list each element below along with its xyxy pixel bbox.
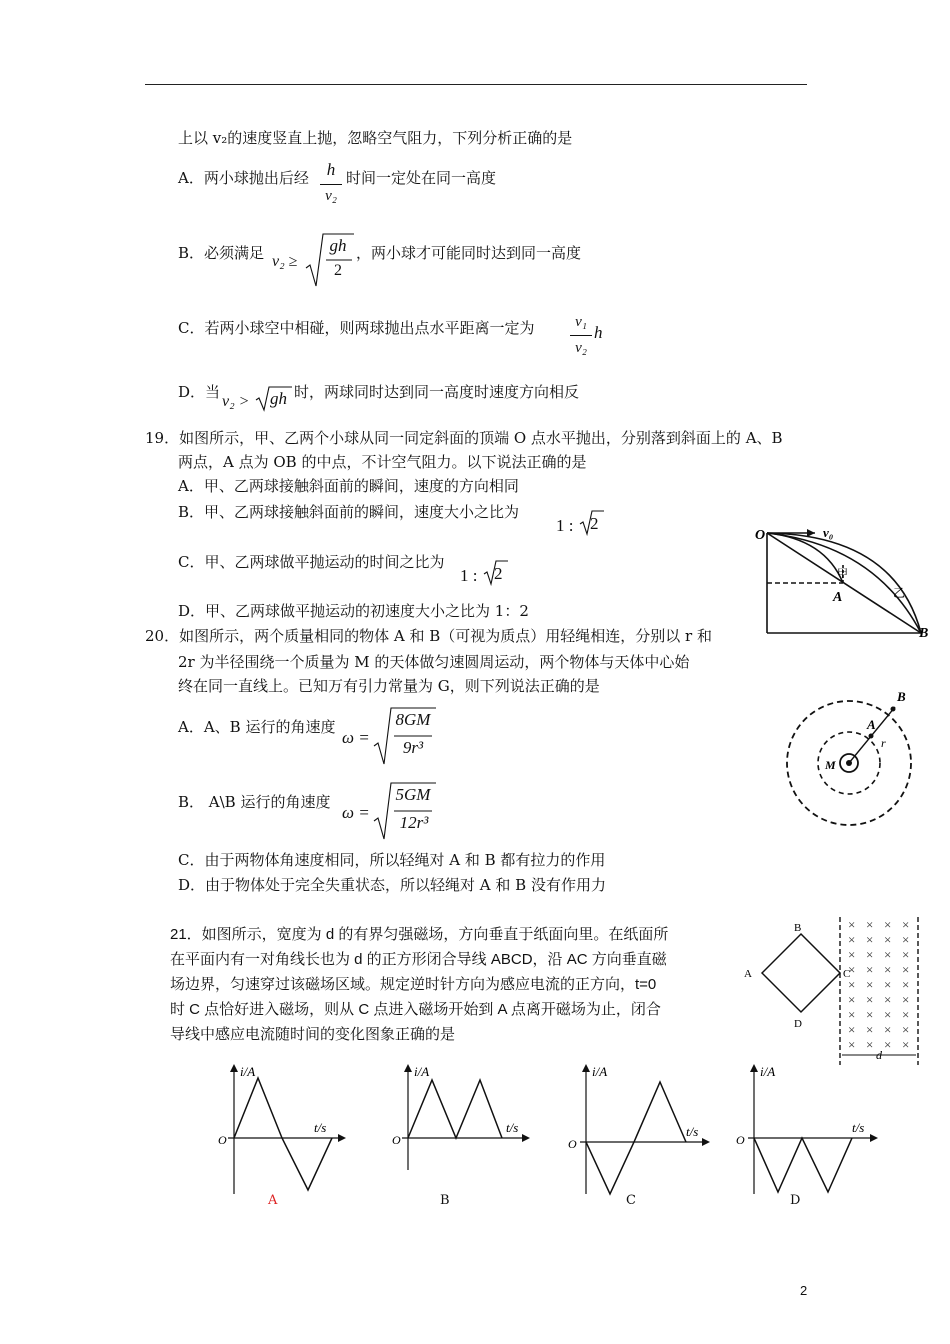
q20-option-b-numerator: 5GM — [395, 785, 431, 804]
field-cross-mark: × — [884, 947, 892, 962]
field-cross-mark: × — [848, 1022, 856, 1037]
q18-option-d-lhs: v₂ > — [222, 393, 250, 410]
q21-graph-c-xlabel: t/s — [686, 1124, 699, 1139]
field-cross-mark: × — [848, 977, 856, 992]
field-cross-mark: × — [848, 992, 856, 1007]
field-cross-mark: × — [902, 992, 910, 1007]
q21-magnetic-field-figure — [742, 915, 942, 1075]
field-cross-mark: × — [866, 962, 874, 977]
field-cross-mark: × — [848, 1007, 856, 1022]
q21-fig-label-c: C — [843, 968, 851, 980]
q21-graph-a-caption: A — [268, 1193, 278, 1208]
field-cross-mark: × — [884, 1022, 892, 1037]
field-cross-mark: × — [848, 962, 856, 977]
q18-option-c-prefix: C．若两小球空中相碰，则两球抛出点水平距离一定为 — [178, 319, 535, 337]
q21-graph-b-origin: O — [392, 1133, 401, 1147]
q20-fig-label-a: A — [867, 717, 876, 732]
q19-option-d: D．甲、乙两球做平抛运动的初速度大小之比为 1：2 — [178, 602, 529, 620]
field-cross-mark: × — [902, 947, 910, 962]
q20-stem-line2: 2r 为半径围绕一个质量为 M 的天体做匀速圆周运动，两个物体与天体中心始 — [178, 653, 690, 671]
q18-stem-continued: 上以 v₂的速度竖直上抛，忽略空气阻力，下列分析正确的是 — [178, 129, 573, 147]
q19-fig-label-o: O — [755, 528, 766, 543]
q21-graph-b — [384, 1060, 534, 1200]
q20-option-a-numerator: 8GM — [395, 710, 431, 729]
q21-graph-a-xlabel: t/s — [314, 1120, 327, 1135]
q18-option-b-lhs: v₂ ≥ — [272, 253, 298, 270]
q19-option-a: A．甲、乙两球接触斜面前的瞬间，速度的方向相同 — [178, 477, 519, 495]
q21-stem-line2: 在平面内有一对角线长也为 d 的正方形闭合导线 ABCD，沿 AC 方向垂直磁 — [170, 951, 667, 968]
q21-graph-c-caption: C — [626, 1193, 636, 1208]
q19-fig-label-yi: 乙 — [893, 586, 906, 600]
field-cross-mark: × — [902, 977, 910, 992]
q18-option-b-suffix: ，两小球才可能同时达到同一高度 — [356, 244, 582, 262]
q20-stem-line1: 20．如图所示，两个质量相同的物体 A 和 B（可视为质点）用轻绳相连，分别以 r 和 — [145, 627, 712, 645]
q21-graph-b-ylabel: i/A — [414, 1064, 430, 1079]
q21-field-crosses — [848, 917, 909, 1052]
field-cross-mark: × — [902, 932, 910, 947]
field-cross-mark: × — [902, 1037, 910, 1052]
q18-option-a-prefix: A．两小球抛出后经 — [178, 169, 309, 187]
page-number: 2 — [800, 1283, 808, 1298]
q18-option-a-fraction-bar — [320, 184, 342, 185]
q20-option-a-lhs: ω = — [342, 728, 370, 747]
field-cross-mark: × — [884, 977, 892, 992]
q21-stem-line4: 时 C 点恰好进入磁场，则从 C 点进入磁场开始到 A 点离开磁场为止，闭合 — [170, 1001, 661, 1018]
q21-stem-line1: 21．如图所示，宽度为 d 的有界匀强磁场，方向垂直于纸面向里。在纸面所 — [170, 926, 669, 943]
field-cross-mark: × — [866, 932, 874, 947]
q21-graph-d-origin: O — [736, 1133, 745, 1147]
q18-option-b-prefix: B．必须满足 — [178, 244, 265, 262]
q20-option-b-denominator: 12r³ — [399, 813, 429, 832]
field-cross-mark: × — [884, 962, 892, 977]
q21-graph-d-xlabel: t/s — [852, 1120, 865, 1135]
q19-option-c-ratio: 1 : — [460, 566, 478, 585]
q21-graph-d-ylabel: i/A — [760, 1064, 776, 1079]
field-cross-mark: × — [866, 1037, 874, 1052]
field-cross-mark: × — [902, 917, 910, 932]
q18-option-c-denominator: v₂ — [575, 340, 587, 356]
field-cross-mark: × — [902, 1022, 910, 1037]
q20-option-b-lhs: ω = — [342, 803, 370, 822]
field-cross-mark: × — [884, 1037, 892, 1052]
q21-graph-c-ylabel: i/A — [592, 1064, 608, 1079]
q20-option-b-prefix: B． A\B 运行的角速度 — [178, 793, 331, 811]
q18-option-c-fraction-bar — [570, 335, 592, 336]
q20-fig-label-m: M — [825, 758, 836, 772]
q20-option-a-denominator: 9r³ — [402, 738, 424, 757]
field-cross-mark: × — [884, 1007, 892, 1022]
q18-option-d-radicand: gh — [270, 389, 287, 408]
q18-option-b-denominator: 2 — [334, 262, 342, 279]
q18-option-d-prefix: D．当 — [178, 383, 221, 401]
q20-fig-label-b: B — [897, 689, 906, 704]
q19-fig-label-a: A — [833, 590, 843, 605]
q20-option-d: D．由于物体处于完全失重状态，所以轻绳对 A 和 B 没有作用力 — [178, 876, 606, 894]
q19-option-b-radicand: 2 — [590, 514, 599, 533]
field-cross-mark: × — [866, 1007, 874, 1022]
q21-fig-label-a: A — [744, 968, 752, 980]
field-cross-mark: × — [866, 992, 874, 1007]
q19-fig-label-jia: 甲 — [837, 568, 848, 580]
q18-option-c-numerator: v₁ — [575, 314, 587, 330]
q21-fig-label-width: d — [876, 1048, 882, 1062]
q21-stem-line5: 导线中感应电流随时间的变化图象正确的是 — [170, 1026, 456, 1043]
q19-option-c-radicand: 2 — [494, 564, 503, 583]
field-cross-mark: × — [866, 977, 874, 992]
field-cross-mark: × — [902, 962, 910, 977]
q21-graph-c — [564, 1060, 714, 1200]
q19-stem-line1: 19．如图所示，甲、乙两个小球从同一同定斜面的顶端 O 点水平抛出，分别落到斜面上的 A、B — [145, 429, 783, 447]
q18-option-b-numerator: gh — [329, 236, 347, 255]
q21-graph-a — [210, 1060, 350, 1200]
q21-graph-b-caption: B — [440, 1193, 450, 1208]
q21-fig-label-d: D — [794, 1018, 802, 1030]
q21-fig-label-b: B — [794, 922, 802, 934]
field-cross-mark: × — [884, 932, 892, 947]
field-cross-mark: × — [866, 917, 874, 932]
field-cross-mark: × — [866, 947, 874, 962]
q18-option-d-suffix: 时，两球同时达到同一高度时速度方向相反 — [294, 383, 580, 401]
q18-option-a-numerator: h — [326, 160, 336, 179]
q19-fig-label-v0: v₀ — [823, 525, 834, 540]
q20-option-c: C．由于两物体角速度相同，所以轻绳对 A 和 B 都有拉力的作用 — [178, 851, 606, 869]
q20-option-a-prefix: A．A、B 运行的角速度 — [178, 718, 336, 736]
field-cross-mark: × — [848, 947, 856, 962]
field-cross-mark: × — [848, 1037, 856, 1052]
q18-option-a-denominator: v₂ — [325, 188, 337, 204]
q20-orbit-figure — [783, 685, 933, 835]
q19-fig-label-b: B — [919, 626, 929, 641]
q21-stem-line3: 场边界，匀速穿过该磁场区域。规定逆时针方向为感应电流的正方向，t=0 — [170, 976, 657, 993]
header-rule — [145, 84, 807, 85]
q21-graph-b-xlabel: t/s — [506, 1120, 519, 1135]
q19-incline-figure — [755, 525, 935, 645]
q19-option-c-prefix: C．甲、乙两球做平抛运动的时间之比为 — [178, 553, 445, 571]
q21-graph-d — [732, 1060, 882, 1200]
field-cross-mark: × — [866, 1022, 874, 1037]
q19-option-b-prefix: B．甲、乙两球接触斜面前的瞬间，速度大小之比为 — [178, 503, 520, 521]
q21-graph-c-origin: O — [568, 1137, 577, 1151]
field-cross-mark: × — [902, 1007, 910, 1022]
field-cross-mark: × — [884, 917, 892, 932]
q21-graph-a-ylabel: i/A — [240, 1064, 256, 1079]
q21-graph-a-origin: O — [218, 1133, 227, 1147]
field-cross-mark: × — [848, 917, 856, 932]
q18-option-a-suffix: 时间一定处在同一高度 — [346, 169, 497, 187]
q20-stem-line3: 终在同一直线上。已知万有引力常量为 G，则下列说法正确的是 — [178, 677, 600, 695]
field-cross-mark: × — [848, 932, 856, 947]
field-cross-mark: × — [884, 992, 892, 1007]
q20-fig-label-r: r — [881, 736, 886, 750]
q18-option-c-h: h — [594, 323, 603, 342]
q21-graph-d-caption: D — [790, 1193, 801, 1208]
q19-option-b-ratio: 1 : — [556, 516, 574, 535]
q19-stem-line2: 两点，A 点为 OB 的中点，不计空气阻力。以下说法正确的是 — [178, 453, 587, 471]
